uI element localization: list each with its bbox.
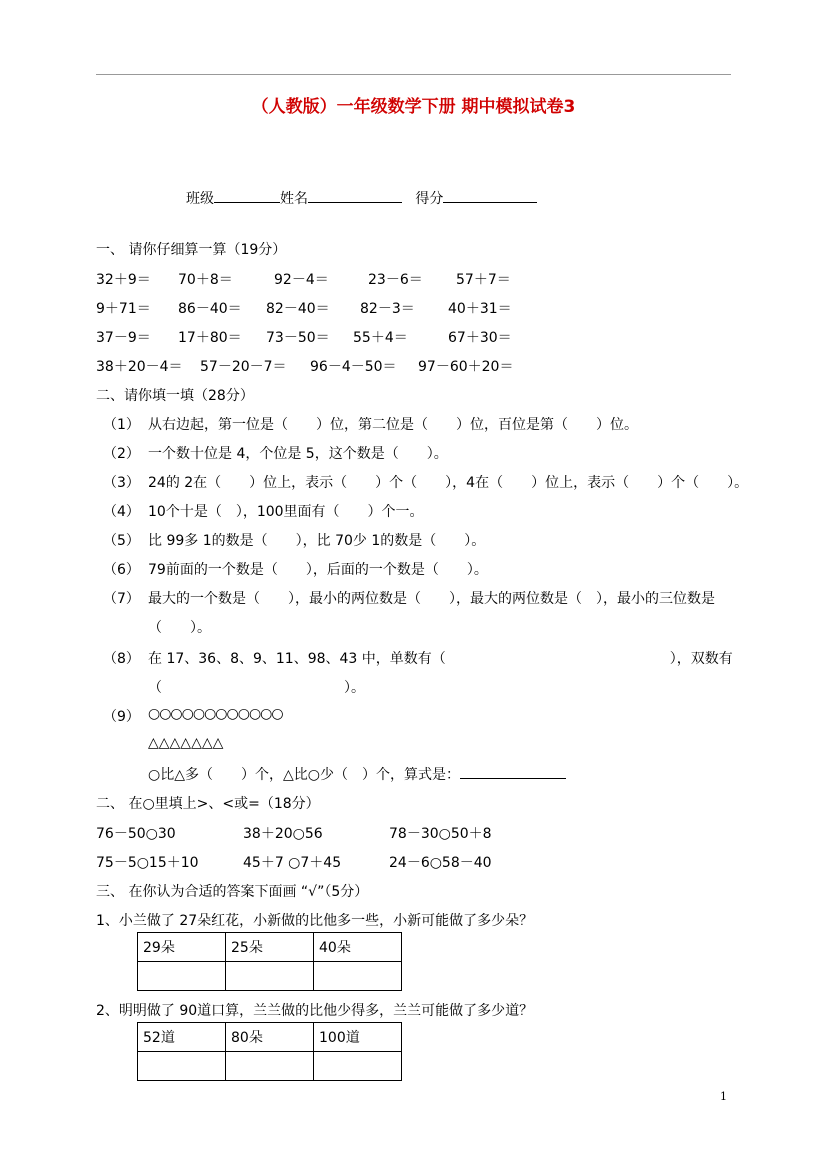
fill-question: ○比△多（ ）个，△比○少（ ）个，算式是： — [148, 767, 460, 783]
calc-item: 86－40＝ — [178, 301, 242, 317]
section-2-heading: 二、请你填一填（28分） — [96, 388, 254, 404]
fill-question: 一个数十位是 4，个位是 5，这个数是（ ）。 — [148, 446, 448, 462]
calc-item: 92－4＝ — [274, 272, 329, 288]
calc-item: 82－40＝ — [266, 301, 330, 317]
choice-question-1: 1、小兰做了 27朵红花，小新做的比他多一些，小新可能做了多少朵？ — [96, 913, 534, 929]
compare-item: 78－30○50＋8 — [389, 826, 492, 842]
name-blank[interactable] — [308, 188, 402, 203]
table-row — [138, 1023, 402, 1052]
score-blank[interactable] — [443, 188, 537, 203]
fill-question: 10个十是（ ），100里面有（ ）个一。 — [148, 504, 424, 520]
name-label: 姓名 — [280, 191, 308, 207]
answer-cell[interactable] — [226, 1052, 314, 1081]
fill-question: 在 17、36、8、9、11、98、43 中，单数有（ ），双数有 — [148, 651, 733, 667]
calc-item: 67＋30＝ — [448, 330, 512, 346]
table-row — [138, 1052, 402, 1081]
option-cell: 52道 — [138, 1023, 226, 1052]
item-number: （7） — [103, 591, 140, 607]
compare-item: 38＋20○56 — [243, 826, 323, 842]
fill-question: 79前面的一个数是（ ），后面的一个数是（ ）。 — [148, 562, 488, 578]
table-row — [138, 933, 402, 962]
calc-item: 73－50＝ — [266, 330, 330, 346]
class-blank[interactable] — [214, 188, 280, 203]
item-number: （1） — [103, 417, 140, 433]
fill-question: 从右边起，第一位是（ ）位，第二位是（ ）位，百位是第（ ）位。 — [148, 417, 638, 433]
section-3-heading: 二、 在○里填上>、<或=（18分） — [96, 796, 320, 812]
calc-item: 55＋4＝ — [353, 330, 408, 346]
choice-table-2 — [137, 1022, 402, 1081]
section-4-heading: 三、 在你认为合适的答案下面画 “√”（5分） — [96, 884, 369, 900]
class-label: 班级 — [186, 191, 214, 207]
item-number: （2） — [103, 446, 140, 462]
compare-item: 75－5○15＋10 — [96, 855, 199, 871]
fill-question: 最大的一个数是（ ），最小的两位数是（ ），最大的两位数是（ ），最小的三位数是 — [148, 591, 715, 607]
header-rule — [96, 74, 731, 75]
table-row — [138, 962, 402, 991]
calc-item: 70＋8＝ — [178, 272, 233, 288]
compare-item: 76－50○30 — [96, 826, 176, 842]
calc-item: 97－60＋20＝ — [418, 359, 514, 375]
fill-question-continued: （ ）。 — [148, 680, 365, 696]
answer-cell[interactable] — [226, 962, 314, 991]
calc-item: 96－4－50＝ — [310, 359, 397, 375]
calc-item: 17＋80＝ — [178, 330, 242, 346]
formula-blank[interactable] — [460, 764, 566, 779]
calc-item: 37－9＝ — [96, 330, 151, 346]
option-cell: 100道 — [314, 1023, 402, 1052]
triangles-row: △△△△△△△ — [148, 735, 224, 751]
choice-table-1 — [137, 932, 402, 991]
item-number: （3） — [103, 475, 140, 491]
option-cell: 29朵 — [138, 933, 226, 962]
calc-item: 57＋7＝ — [456, 272, 511, 288]
compare-item: 45＋7 ○7＋45 — [243, 855, 342, 871]
section-1-heading: 一、 请你仔细算一算（19分） — [96, 242, 287, 258]
circles-row: ○○○○○○○○○○○○ — [148, 706, 283, 722]
item-number: （8） — [103, 651, 140, 667]
calc-item: 38＋20－4＝ — [96, 359, 183, 375]
fill-question: 比 99多 1的数是（ ），比 70少 1的数是（ ）。 — [148, 533, 486, 549]
fill-question-continued: （ ）。 — [148, 620, 211, 636]
score-label: 得分 — [415, 191, 444, 207]
page-number: 1 — [720, 1090, 727, 1103]
calc-item: 57－20－7＝ — [200, 359, 287, 375]
answer-cell[interactable] — [314, 1052, 402, 1081]
item-number: （4） — [103, 504, 140, 520]
item-number: （9） — [103, 709, 140, 725]
item-number: （6） — [103, 562, 140, 578]
option-cell: 25朵 — [226, 933, 314, 962]
page-title: （人教版）一年级数学下册 期中模拟试卷3 — [251, 97, 576, 117]
calc-item: 32＋9＝ — [96, 272, 151, 288]
student-info-line — [186, 188, 537, 208]
fill-question: 24的 2在（ ）位上，表示（ ）个（ ），4在（ ）位上，表示（ ）个（ ）。 — [148, 475, 749, 491]
option-cell: 80朵 — [226, 1023, 314, 1052]
answer-cell[interactable] — [138, 962, 226, 991]
calc-item: 9＋71＝ — [96, 301, 151, 317]
calc-item: 82－3＝ — [360, 301, 415, 317]
option-cell: 40朵 — [314, 933, 402, 962]
answer-cell[interactable] — [138, 1052, 226, 1081]
compare-shapes-question — [148, 764, 566, 784]
calc-item: 40＋31＝ — [448, 301, 512, 317]
choice-question-2: 2、明明做了 90道口算，兰兰做的比他少得多，兰兰可能做了多少道？ — [96, 1003, 534, 1019]
answer-cell[interactable] — [314, 962, 402, 991]
item-number: （5） — [103, 533, 140, 549]
calc-item: 23－6＝ — [368, 272, 423, 288]
compare-item: 24－6○58－40 — [389, 855, 492, 871]
